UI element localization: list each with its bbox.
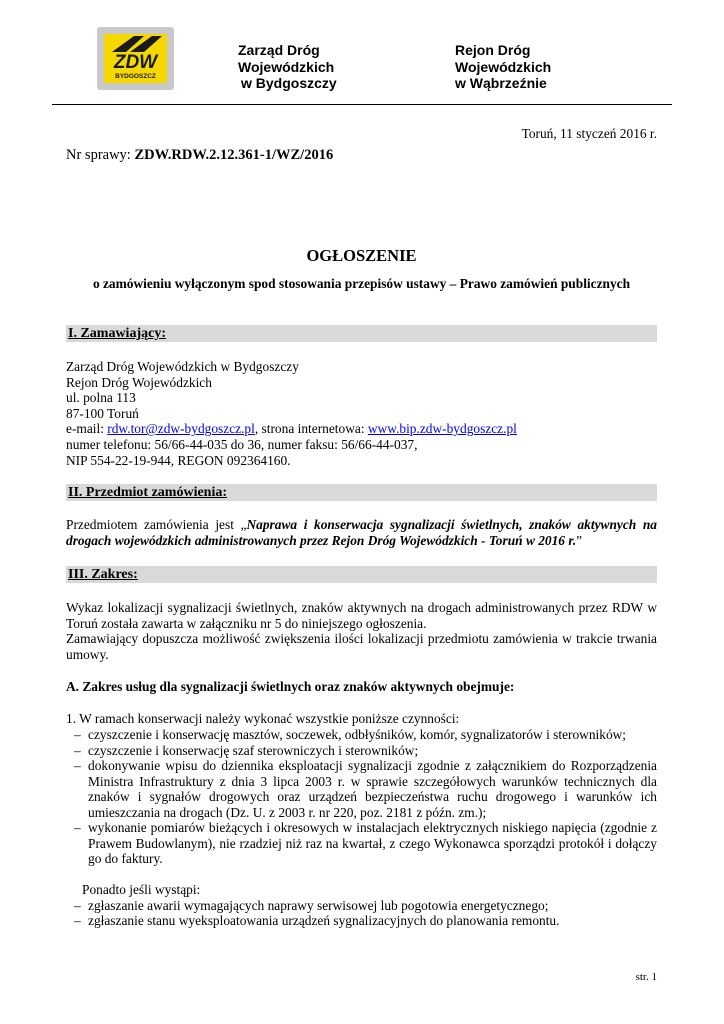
email-label: e-mail: (66, 421, 108, 437)
subject-intro: Przedmiotem zamówienia jest „ (66, 517, 247, 532)
nip-line: NIP 554-22-19-944, REGON 092364160. (66, 452, 291, 468)
website-link[interactable]: www.bip.zdw-bydgoszcz.pl (367, 421, 517, 437)
scope-paragraph: Zamawiający dopuszcza możliwość zwiększenia ilości lokalizacji przedmiotu zamówienia w trakcie trwania umowy. (66, 631, 657, 662)
contact-line (66, 421, 657, 437)
list-item-text: czyszczenie i konserwację szaf sterowniczych i sterowników; (88, 743, 419, 758)
extra-intro: Ponadto jeśli wystąpi: (82, 882, 201, 897)
page-subtitle: o zamówieniu wyłączonym spod stosowania przepisów ustawy – Prawo zamówień publicznych (92, 276, 631, 291)
list-item (74, 913, 657, 929)
address-line: Zarząd Dróg Wojewódzkich w Bydgoszczy (66, 359, 299, 374)
header-right-line: Wojewódzkich (455, 58, 552, 75)
dash-bullet: – (74, 758, 81, 773)
subject-close: ” (576, 532, 583, 548)
web-label: , strona internetowa: (254, 421, 368, 437)
address-line: 87-100 Toruń (66, 405, 139, 421)
header-right (455, 42, 551, 92)
dash-bullet: – (74, 898, 81, 913)
subject-title: Naprawa i konserwacja sygnalizacji świetlnych, znaków aktywnych na drogach wojewódzkich administrowanych przez Rejon Dróg Wojewódzkich - Toruń w 2016 r. (66, 517, 657, 548)
case-number (66, 147, 333, 164)
scope-subheading: A. Zakres usług dla sygnalizacji świetlnych oraz znaków aktywnych obejmuje: (66, 679, 515, 694)
header-left-line: w Bydgoszczy (241, 75, 337, 91)
section-heading-bar (66, 325, 657, 342)
list-item-text: dokonywanie wpisu do dziennika eksploatacji sygnalizacji zgodnie z załącznikiem do Rozporządzenia Ministra Infrastruktury z dnia 3 lipca 2003 r. w sprawie szczegółowych warunków technicznych dla znaków i sygnałów drogowych oraz urządzeń bezpieczeństwa ruchu drogowego i warunków ich umieszczania na drogach (Dz. U. z 2003 r. nr 220, poz. 2181 z późn. zm.); (88, 758, 657, 820)
list-item (74, 820, 657, 867)
list-item-text: czyszczenie i konserwację masztów, soczewek, odbłyśników, komór, sygnalizatorów i sterowników; (88, 727, 627, 742)
document-date: Toruń, 11 styczeń 2016 r. (521, 126, 657, 141)
dash-bullet: – (74, 743, 81, 758)
dash-bullet: – (74, 913, 81, 928)
section-heading-bar (66, 566, 657, 583)
section-heading-bar (66, 484, 657, 501)
logo (97, 27, 174, 90)
list-item (74, 758, 657, 820)
list-item (74, 743, 657, 759)
email-link[interactable]: rdw.tor@zdw-bydgoszcz.pl (107, 421, 255, 437)
list-item-text: wykonanie pomiarów bieżących i okresowych w instalacjach elektrycznych niskiego napięcia (zgodnie z Prawem Budowlanym), nie rzadziej niż raz na kwartał, z czego Wykonawca sporządzi protokół i dołączy go do faktury. (88, 820, 657, 867)
contracting-authority (66, 359, 657, 468)
section-heading: II. Przedmiot zamówienia: (68, 485, 228, 500)
page-title: OGŁOSZENIE (306, 246, 417, 265)
header-divider (52, 104, 672, 105)
logo-text: ZDW (113, 52, 158, 73)
header-left (238, 42, 337, 92)
list-item-text: zgłaszanie awarii wymagających naprawy serwisowej lub pogotowia energetycznego; (88, 898, 549, 913)
list-item (74, 898, 657, 914)
case-value: ZDW.RDW.2.12.361-1/WZ/2016 (134, 147, 334, 163)
road-stripes-icon (104, 34, 167, 54)
page-number: str. 1 (635, 971, 657, 983)
list-item-text: zgłaszanie stanu wyeksploatowania urządzeń sygnalizacyjnych do planowania remontu. (88, 913, 560, 928)
header-right-line: Rejon Dróg (455, 42, 531, 58)
scope-paragraph: Wykaz lokalizacji sygnalizacji świetlnych, znaków aktywnych na drogach administrowanych przez RDW w Toruń została zawarta w załączniku nr 5 do niniejszego ogłoszenia. (66, 600, 657, 631)
phone-line: numer telefonu: 56/66-44-035 do 36, numer faksu: 56/66-44-037, (66, 436, 418, 452)
address-line: ul. polna 113 (66, 390, 136, 406)
case-label: Nr sprawy: (66, 147, 135, 163)
header-right-line: w Wąbrzeźnie (455, 75, 547, 91)
logo-subtext: BYDGOSZCZ (115, 73, 156, 80)
section-heading: III. Zakres: (68, 567, 138, 582)
section-heading: I. Zamawiający: (68, 326, 166, 341)
logo-badge (104, 34, 167, 83)
dash-bullet: – (74, 820, 81, 835)
header-left-line: Wojewódzkich (238, 58, 335, 75)
address-line: Rejon Dróg Wojewódzkich (66, 374, 212, 390)
subject-paragraph (66, 517, 657, 548)
scope-point: 1. W ramach konserwacji należy wykonać wszystkie poniższe czynności: (66, 711, 460, 726)
list-item (74, 727, 657, 743)
dash-bullet: – (74, 727, 81, 742)
header-left-line: Zarząd Dróg (238, 42, 320, 58)
